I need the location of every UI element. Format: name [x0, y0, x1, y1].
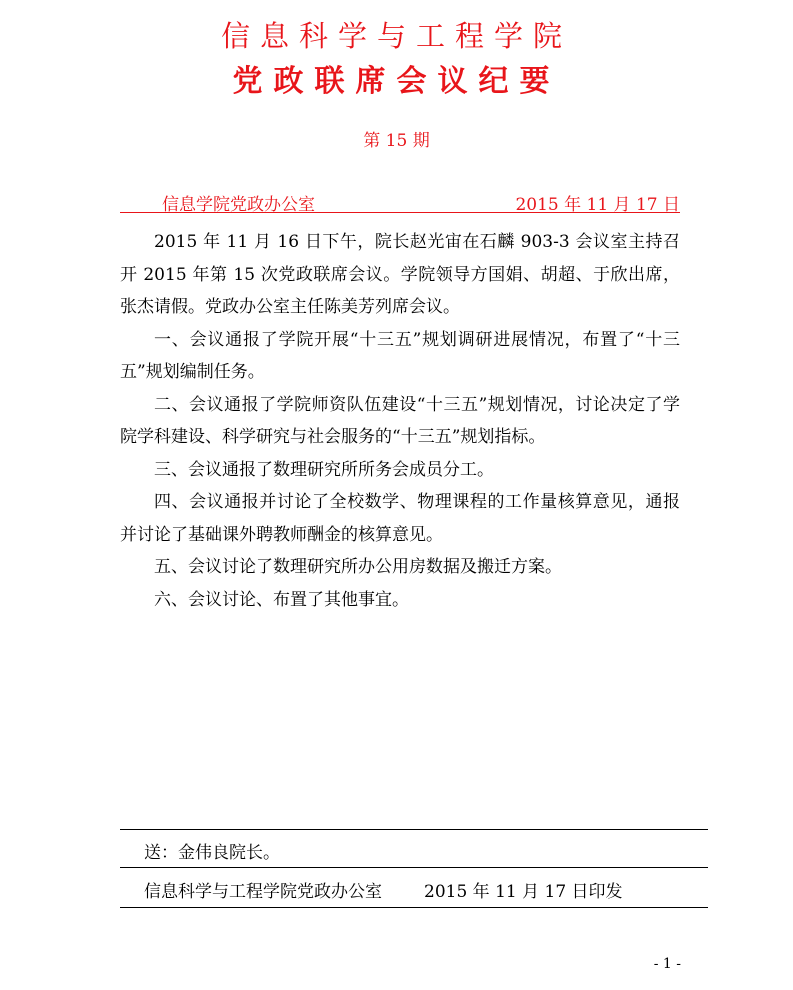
institution-title: 信息科学与工程学院 [220, 19, 572, 53]
header-red-rule [120, 212, 680, 213]
paragraph-item-2: 二、会议通报了学院师资队伍建设“十三五”规划情况，讨论决定了学院学科建设、科学研究与社会服务的“十三五”规划指标。 [120, 394, 680, 447]
footer-rule-top [120, 829, 708, 830]
paragraph-item-3: 三、会议通报了数理研究所所务会成员分工。 [154, 459, 494, 480]
minutes-body [120, 226, 680, 616]
footer-rule-middle [120, 867, 708, 868]
printed-office: 信息科学与工程学院党政办公室 [144, 882, 382, 902]
issuer-office: 信息学院党政办公室 [162, 195, 315, 215]
issuer-row [120, 190, 680, 214]
printed-date: 2015 年 11 月 17 日印发 [424, 882, 623, 902]
issue-number: 第 15 期 [363, 131, 430, 151]
paragraph-item-4: 四、会议通报并讨论了全校数学、物理课程的工作量核算意见，通报并讨论了基础课外聘教师酬金的核算意见。 [120, 492, 680, 545]
recipient-line: 送：金伟良院长。 [144, 843, 280, 863]
paragraph-intro: 2015 年 11 月 16 日下午，院长赵光宙在石麟 903-3 会议室主持召开 2015 年第 15 次党政联席会议。学院领导方国娟、胡超、于欣出席，张杰请假。党政办公室主任陈美芳列席会议。 [120, 232, 680, 317]
issuer-date: 2015 年 11 月 17 日 [515, 195, 680, 215]
footer-rule-bottom [120, 907, 708, 908]
page-number: - 1 - [653, 956, 681, 972]
paragraph-item-1: 一、会议通报了学院开展“十三五”规划调研进展情况，布置了“十三五”规划编制任务。 [120, 329, 680, 382]
document-title: 党政联席会议纪要 [232, 64, 561, 99]
printed-line [144, 877, 623, 902]
paragraph-item-6: 六、会议讨论、布置了其他事宜。 [154, 589, 409, 610]
paragraph-item-5: 五、会议讨论了数理研究所办公用房数据及搬迁方案。 [154, 557, 562, 577]
